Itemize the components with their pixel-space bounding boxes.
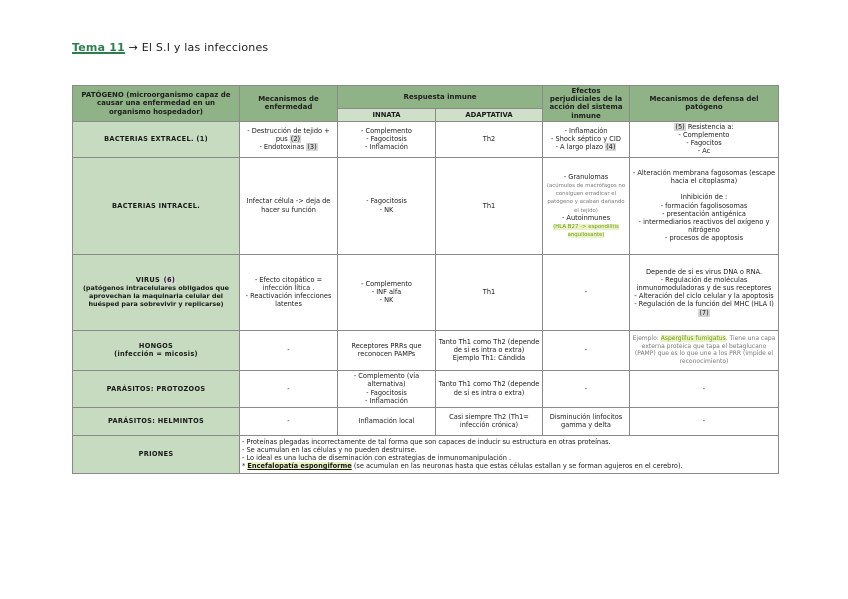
header-defense: Mecanismos de defensa del patógeno — [630, 86, 779, 122]
pathogen-protozoa: PARÁSITOS: PROTOZOOS — [73, 370, 240, 407]
table-row — [73, 435, 779, 473]
mechanism-cell: - — [240, 407, 338, 435]
adaptive-cell: Th1 — [436, 254, 543, 330]
innate-cell: - Fagocitosis - NK — [338, 157, 436, 254]
harmful-cell: - Inflamación - Shock séptico y CID - A largo plazo (4) — [543, 121, 630, 157]
harmful-cell: Disminución linfocitos gamma y delta — [543, 407, 630, 435]
table-row — [73, 121, 779, 157]
pathogen-table — [72, 85, 779, 474]
header-adaptive: ADAPTATIVA — [436, 108, 543, 121]
table-row — [73, 370, 779, 407]
pathogen-intracellular-bacteria: BACTERIAS INTRACEL. — [73, 157, 240, 254]
header-mechanisms: Mecanismos de enfermedad — [240, 86, 338, 122]
innate-cell: - Complemento (vía alternativa) - Fagocitosis - Inflamación — [338, 370, 436, 407]
table-row — [73, 407, 779, 435]
mechanism-cell: - — [240, 370, 338, 407]
innate-cell: Receptores PRRs que reconocen PAMPs — [338, 330, 436, 370]
table-row — [73, 254, 779, 330]
arrow-icon: → — [128, 41, 139, 54]
mechanism-cell: - Destrucción de tejido + pus (2) - Endotoxinas (3) — [240, 121, 338, 157]
defense-cell: (5) Resistencia a: - Complemento - Fagocitos - Ac — [630, 121, 779, 157]
defense-cell: Depende de si es virus DNA o RNA. - Regulación de moléculas inmunomoduladoras y de sus receptores - Alteración del ciclo celular y la apoptosis - Regulación de la función del MHC (HLA I) (7) — [630, 254, 779, 330]
pathogen-fungi: HONGOS (infección = micosis) — [73, 330, 240, 370]
header-immune-response: Respuesta inmune — [338, 86, 543, 109]
mechanism-cell: Infectar célula -> deja de hacer su función — [240, 157, 338, 254]
page-title — [72, 41, 268, 54]
defense-cell: - — [630, 407, 779, 435]
topic-title: El S.I y las infecciones — [141, 41, 269, 54]
harmful-cell: - — [543, 254, 630, 330]
adaptive-cell: Tanto Th1 como Th2 (depende de si es intra o extra) Ejemplo Th1: Cándida — [436, 330, 543, 370]
header-pathogen: PATÓGENO (microorganismo capaz de causar una enfermedad en un organismo hospedador) — [73, 86, 240, 122]
innate-cell: Inflamación local — [338, 407, 436, 435]
harmful-cell: - Granulomas (acúmulos de macrófagos no consiguen erradicar el patógeno y acaban dañando el tejido) - Autoinmunes (HLA B27 -> espondilitis anquilosante) — [543, 157, 630, 254]
defense-cell: - Alteración membrana fagosomas (escape hacia el citoplasma) Inhibición de : - formación fagolisosomas - presentación antigénica - intermediarios reactivos del oxígeno y nitrógeno - procesos de apoptosis — [630, 157, 779, 254]
table-row — [73, 330, 779, 370]
mechanism-cell: - Efecto citopático = infección lítica . - Reactivación infecciones latentes — [240, 254, 338, 330]
header-harmful-effects: Efectos perjudiciales de la acción del sistema inmune — [543, 86, 630, 122]
prions-description: - Proteínas plegadas incorrectamente de tal forma que son capaces de inducir su estructura en otras proteínas. - Se acumulan en las células y no pueden destruirse. - Lo ideal es una lucha de diseminación con estrategias de inmunomanipulación . * Encefalopatía espongiforme (se acumulan en las neuronas hasta que estas células estallan y se forman agujeros en el cerebro). — [240, 435, 779, 473]
innate-cell: - Complemento - Fagocitosis - Inflamación — [338, 121, 436, 157]
pathogen-virus: VIRUS (6) (patógenos intracelulares obligados que aprovechan la maquinaria celular del huésped para sobrevivir y replicarse) — [73, 254, 240, 330]
adaptive-cell: Tanto Th1 como Th2 (depende de si es intra o extra) — [436, 370, 543, 407]
mechanism-cell: - — [240, 330, 338, 370]
pathogen-prions: PRIONES — [73, 435, 240, 473]
adaptive-cell: Th2 — [436, 121, 543, 157]
innate-cell: - Complemento - INF alfa - NK — [338, 254, 436, 330]
pathogen-helminths: PARÁSITOS: HELMINTOS — [73, 407, 240, 435]
defense-cell: Ejemplo: Aspergillus fumigatus. Tiene una capa externa proteica que tapa el betaglucano (PAMP) que es lo que une a los PRR (impide el reconocimiento) — [630, 330, 779, 370]
adaptive-cell: Casi siempre Th2 (Th1= infección crónica) — [436, 407, 543, 435]
table-row — [73, 157, 779, 254]
topic-number: Tema 11 — [72, 41, 125, 54]
harmful-cell: - — [543, 370, 630, 407]
adaptive-cell: Th1 — [436, 157, 543, 254]
defense-cell: - — [630, 370, 779, 407]
header-innate: INNATA — [338, 108, 436, 121]
pathogen-extracellular-bacteria: BACTERIAS EXTRACEL. (1) — [73, 121, 240, 157]
harmful-cell: - — [543, 330, 630, 370]
